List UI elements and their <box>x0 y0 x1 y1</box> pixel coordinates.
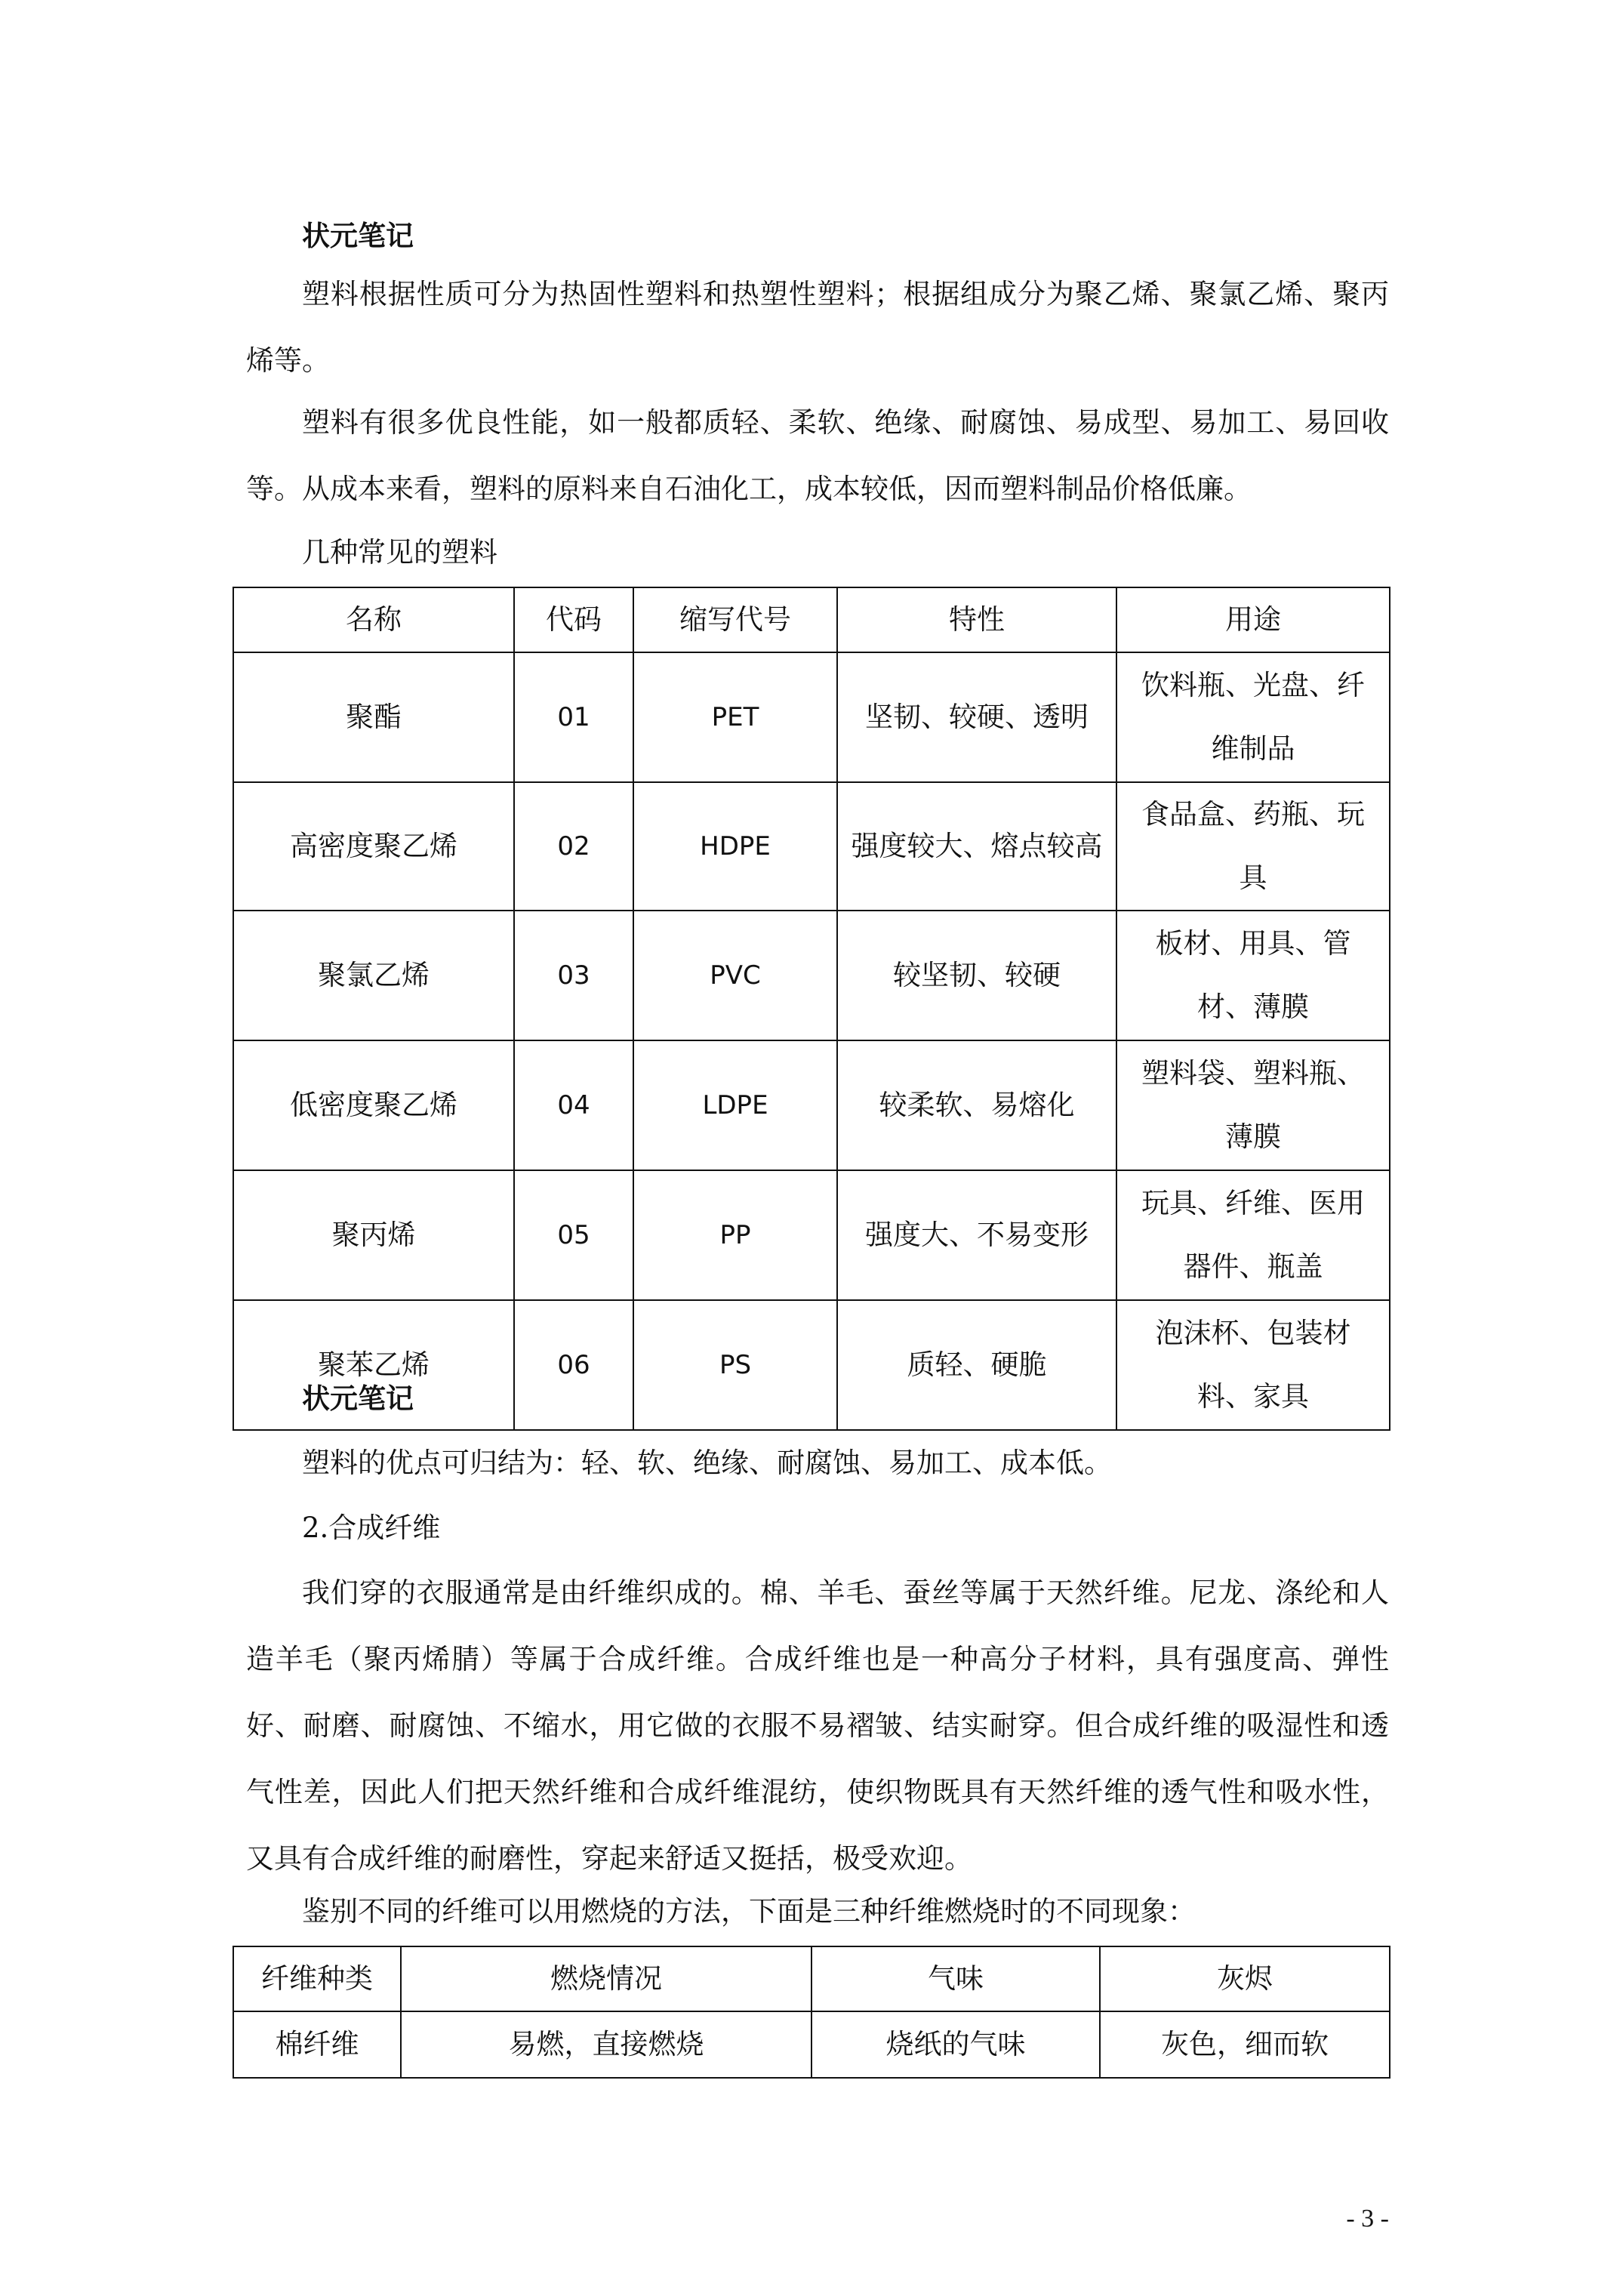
table-cell: 易燃，直接燃烧 <box>401 2011 812 2078</box>
header-cell: 名称 <box>233 587 514 652</box>
paragraph-plastics-classification: 塑料根据性质可分为热固性塑料和热塑性塑料；根据组成分为聚乙烯、聚氯乙烯、聚丙烯等。 <box>246 278 1389 377</box>
table-cell: 聚苯乙烯 <box>233 1300 514 1430</box>
table-cell: 低密度聚乙烯 <box>233 1040 514 1170</box>
table-cell: 食品盒、药瓶、玩具 <box>1116 782 1390 911</box>
table-cell: 06 <box>514 1300 633 1430</box>
header-cell: 灰烬 <box>1100 1946 1390 2011</box>
table-cell: 较柔软、易熔化 <box>837 1040 1116 1170</box>
table-cell: 03 <box>514 911 633 1040</box>
table-row <box>233 1040 1390 1170</box>
table-cell: 高密度聚乙烯 <box>233 782 514 911</box>
table-caption-plastics: 几种常见的塑料 <box>302 536 497 569</box>
table-cell: 泡沫杯、包装材料、家具 <box>1116 1300 1390 1430</box>
table-row <box>233 782 1390 911</box>
header-cell: 气味 <box>812 1946 1100 2011</box>
table-header-row <box>233 1946 1390 2011</box>
table-cell: HDPE <box>633 782 837 911</box>
heading-notes-2: 状元笔记 <box>302 1382 414 1415</box>
header-cell: 燃烧情况 <box>401 1946 812 2011</box>
table-cell: 饮料瓶、光盘、纤维制品 <box>1116 652 1390 782</box>
table-cell: 聚酯 <box>233 652 514 782</box>
table-cell: 塑料袋、塑料瓶、薄膜 <box>1116 1040 1390 1170</box>
table-cell: 聚丙烯 <box>233 1170 514 1300</box>
table-cell: 02 <box>514 782 633 911</box>
table-cell: 较坚韧、较硬 <box>837 911 1116 1040</box>
fibers-table <box>233 1946 1390 2079</box>
table-cell: 强度大、不易变形 <box>837 1170 1116 1300</box>
table-cell: 强度较大、熔点较高 <box>837 782 1116 911</box>
table-cell: PP <box>633 1170 837 1300</box>
paragraph-plastics-advantages: 塑料的优点可归结为：轻、软、绝缘、耐腐蚀、易加工、成本低。 <box>302 1447 1112 1479</box>
header-cell: 纤维种类 <box>233 1946 401 2011</box>
section-title-synthetic-fiber: 2.合成纤维 <box>302 1512 441 1544</box>
table-cell: 05 <box>514 1170 633 1300</box>
table-row <box>233 2011 1390 2078</box>
table-cell: 聚氯乙烯 <box>233 911 514 1040</box>
table-cell: 01 <box>514 652 633 782</box>
plastics-table <box>233 587 1390 1431</box>
header-cell: 用途 <box>1116 587 1390 652</box>
table-cell: 灰色，细而软 <box>1100 2011 1390 2078</box>
header-cell: 缩写代号 <box>633 587 837 652</box>
table-cell: 棉纤维 <box>233 2011 401 2078</box>
header-cell: 特性 <box>837 587 1116 652</box>
header-cell: 代码 <box>514 587 633 652</box>
table-cell: 04 <box>514 1040 633 1170</box>
table-cell: LDPE <box>633 1040 837 1170</box>
table-cell: 质轻、硬脆 <box>837 1300 1116 1430</box>
table-cell: 玩具、纤维、医用器件、瓶盖 <box>1116 1170 1390 1300</box>
table-cell: PS <box>633 1300 837 1430</box>
table-cell: 烧纸的气味 <box>812 2011 1100 2078</box>
table-cell: 坚韧、较硬、透明 <box>837 652 1116 782</box>
table-row <box>233 652 1390 782</box>
page-number: - 3 - <box>1346 2205 1389 2233</box>
heading-notes-1: 状元笔记 <box>302 219 414 252</box>
paragraph-synthetic-fiber: 我们穿的衣服通常是由纤维织成的。棉、羊毛、蚕丝等属于天然纤维。尼龙、涤纶和人造羊毛（聚丙烯腈）等属于合成纤维。合成纤维也是一种高分子材料，具有强度高、弹性好、耐磨、耐腐蚀、不缩水，用它做的衣服不易褶皱、结实耐穿。但合成纤维的吸湿性和透气性差，因此人们把天然纤维和合成纤维混纺，使织物既具有天然纤维的透气性和吸水性，又具有合成纤维的耐磨性，穿起来舒适又挺括，极受欢迎。 <box>246 1576 1389 1875</box>
table-row <box>233 911 1390 1040</box>
table-cell: PET <box>633 652 837 782</box>
paragraph-plastics-properties: 塑料有很多优良性能，如一般都质轻、柔软、绝缘、耐腐蚀、易成型、易加工、易回收等。从成本来看，塑料的原料来自石油化工，成本较低，因而塑料制品价格低廉。 <box>246 406 1389 505</box>
table-row <box>233 1170 1390 1300</box>
table-cell: 板材、用具、管材、薄膜 <box>1116 911 1390 1040</box>
table-header-row <box>233 587 1390 652</box>
table-cell: PVC <box>633 911 837 1040</box>
paragraph-fiber-identification: 鉴别不同的纤维可以用燃烧的方法，下面是三种纤维燃烧时的不同现象： <box>302 1895 1196 1928</box>
